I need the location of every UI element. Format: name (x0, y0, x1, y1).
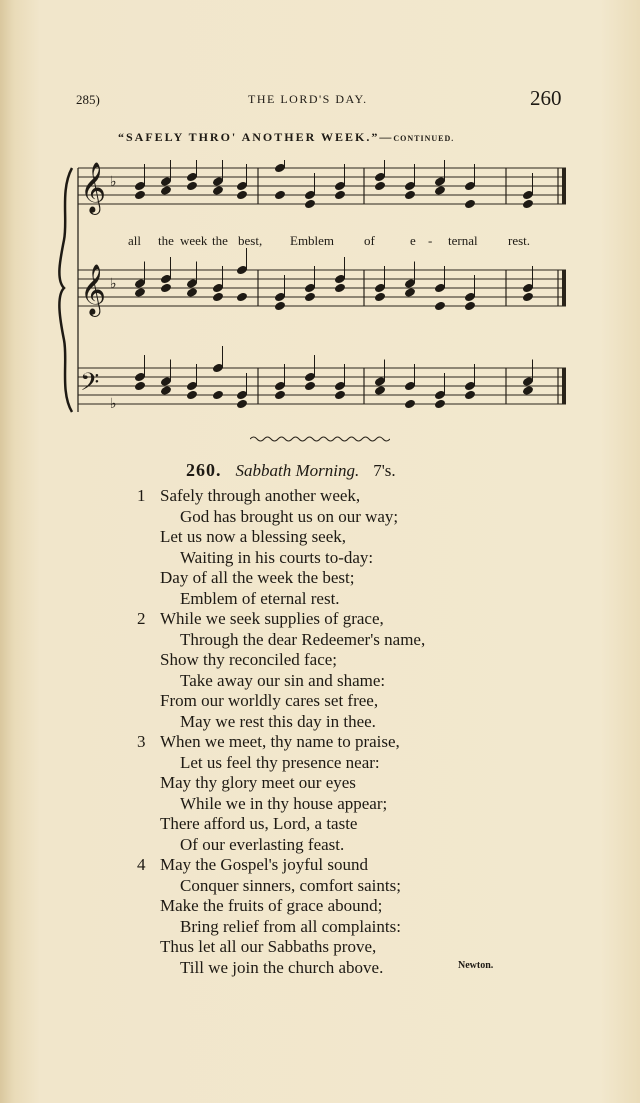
verse-line: While we in thy house appear; (180, 793, 388, 813)
treble-clef: 𝄞 (80, 264, 107, 315)
verse-line: God has brought us on our way; (180, 506, 399, 526)
verse-number: 1 (137, 486, 146, 505)
note-head (434, 301, 446, 312)
verse-line: Let us now a blessing seek, (160, 527, 347, 546)
flat-key-signature: ♭ (110, 174, 117, 190)
running-title: THE LORD'S DAY. (248, 92, 368, 106)
staff-lyric-word: Emblem (290, 233, 335, 248)
continued-label: CONTINUED. (393, 134, 455, 143)
note-head (522, 385, 534, 396)
verse-line: Let us feel thy presence near: (180, 752, 380, 772)
staff-lyric-word: week (180, 233, 208, 248)
note-head (274, 301, 286, 312)
hymn-heading (186, 460, 396, 481)
running-header (0, 88, 640, 112)
note-head (464, 199, 476, 210)
verse-line: May we rest this day in thee. (180, 711, 376, 731)
note-head (186, 287, 198, 298)
note-head (134, 190, 146, 201)
note-head (404, 190, 416, 201)
note-head (212, 292, 224, 303)
note-head (186, 181, 198, 192)
note-head (304, 199, 316, 210)
staff-lyric-word: the (212, 233, 228, 248)
staff-lyric-word: e (410, 233, 416, 248)
verse-number: 3 (137, 732, 146, 751)
note-head (434, 399, 446, 410)
verse-number: 2 (137, 609, 146, 628)
verse-line: Thus let all our Sabbaths prove, (160, 937, 377, 956)
note-head (522, 292, 534, 303)
verse-line: When we meet, thy name to praise, (160, 732, 400, 751)
note-head (304, 381, 316, 392)
author-credit: Newton. (458, 960, 494, 971)
note-head (134, 287, 146, 298)
note-head (274, 390, 286, 401)
note-head (236, 292, 248, 303)
hymn-meter: 7's. (373, 461, 396, 480)
verse-line: May the Gospel's joyful sound (160, 855, 368, 874)
treble-clef: 𝄞 (80, 162, 107, 213)
note-head (464, 301, 476, 312)
note-head (334, 190, 346, 201)
verse-line: From our worldly cares set free, (160, 691, 379, 710)
verse-line: Of our everlasting feast. (180, 834, 345, 854)
note-head (404, 399, 416, 410)
note-head (160, 185, 172, 196)
verse-line: Take away our sin and shame: (180, 670, 386, 690)
note-head (186, 390, 198, 401)
left-page-ref: 285) (76, 92, 100, 107)
ornament-divider (250, 435, 390, 443)
note-head (464, 390, 476, 401)
staff-lyric-word: - (428, 233, 433, 248)
note-head (404, 287, 416, 298)
note-head (434, 185, 446, 196)
verse-line: Till we join the church above. (180, 957, 384, 977)
staff-lyric-word: rest. (508, 233, 531, 248)
verse-line: Make the fruits of grace abound; (160, 896, 383, 915)
music-score (58, 160, 568, 420)
note-head (374, 292, 386, 303)
note-head (304, 292, 316, 303)
hymn-number: 260. (186, 460, 222, 480)
tune-title (118, 130, 454, 145)
tune-name: “SAFELY THRO' ANOTHER WEEK.”— (118, 130, 394, 144)
staff-lyric-word: the (158, 233, 174, 248)
note-head (160, 385, 172, 396)
note-head (236, 190, 248, 201)
hymn-number-header: 260 (530, 86, 562, 110)
verse-line: Waiting in his courts to-day: (180, 547, 374, 567)
verse-line: There afford us, Lord, a taste (160, 814, 358, 833)
verse-line: Bring relief from all complaints: (180, 916, 401, 936)
hymn-name: Sabbath Morning. (235, 461, 360, 480)
note-head (334, 283, 346, 294)
staff-lyric-word: ternal (448, 233, 478, 248)
verse-line: May thy glory meet our eyes (160, 773, 356, 792)
note-head (522, 199, 534, 210)
note-head (236, 399, 248, 410)
system-brace (59, 168, 72, 412)
verse-line: Show thy reconciled face; (160, 650, 338, 669)
note-head (212, 185, 224, 196)
verse-line: Day of all the week the best; (160, 568, 355, 587)
note-head (160, 283, 172, 294)
verse-line: Conquer sinners, comfort saints; (180, 875, 401, 895)
flat-key-signature: ♭ (110, 396, 117, 412)
staff-lyric-word: best, (238, 233, 263, 248)
flat-key-signature: ♭ (110, 276, 117, 292)
note-head (374, 181, 386, 192)
staff-lyric-word: all (128, 233, 141, 248)
verse-line: Safely through another week, (160, 486, 361, 505)
note-head (212, 390, 224, 401)
note-head (334, 390, 346, 401)
verse-line: Through the dear Redeemer's name, (180, 629, 426, 649)
verse-line: Emblem of eternal rest. (180, 588, 340, 608)
note-head (134, 381, 146, 392)
note-head (374, 385, 386, 396)
note-head (274, 190, 286, 201)
verse-number: 4 (137, 855, 146, 874)
staff-lyric-word: of (364, 233, 375, 248)
verse-line: While we seek supplies of grace, (160, 609, 384, 628)
bass-clef: 𝄢 (80, 368, 100, 403)
